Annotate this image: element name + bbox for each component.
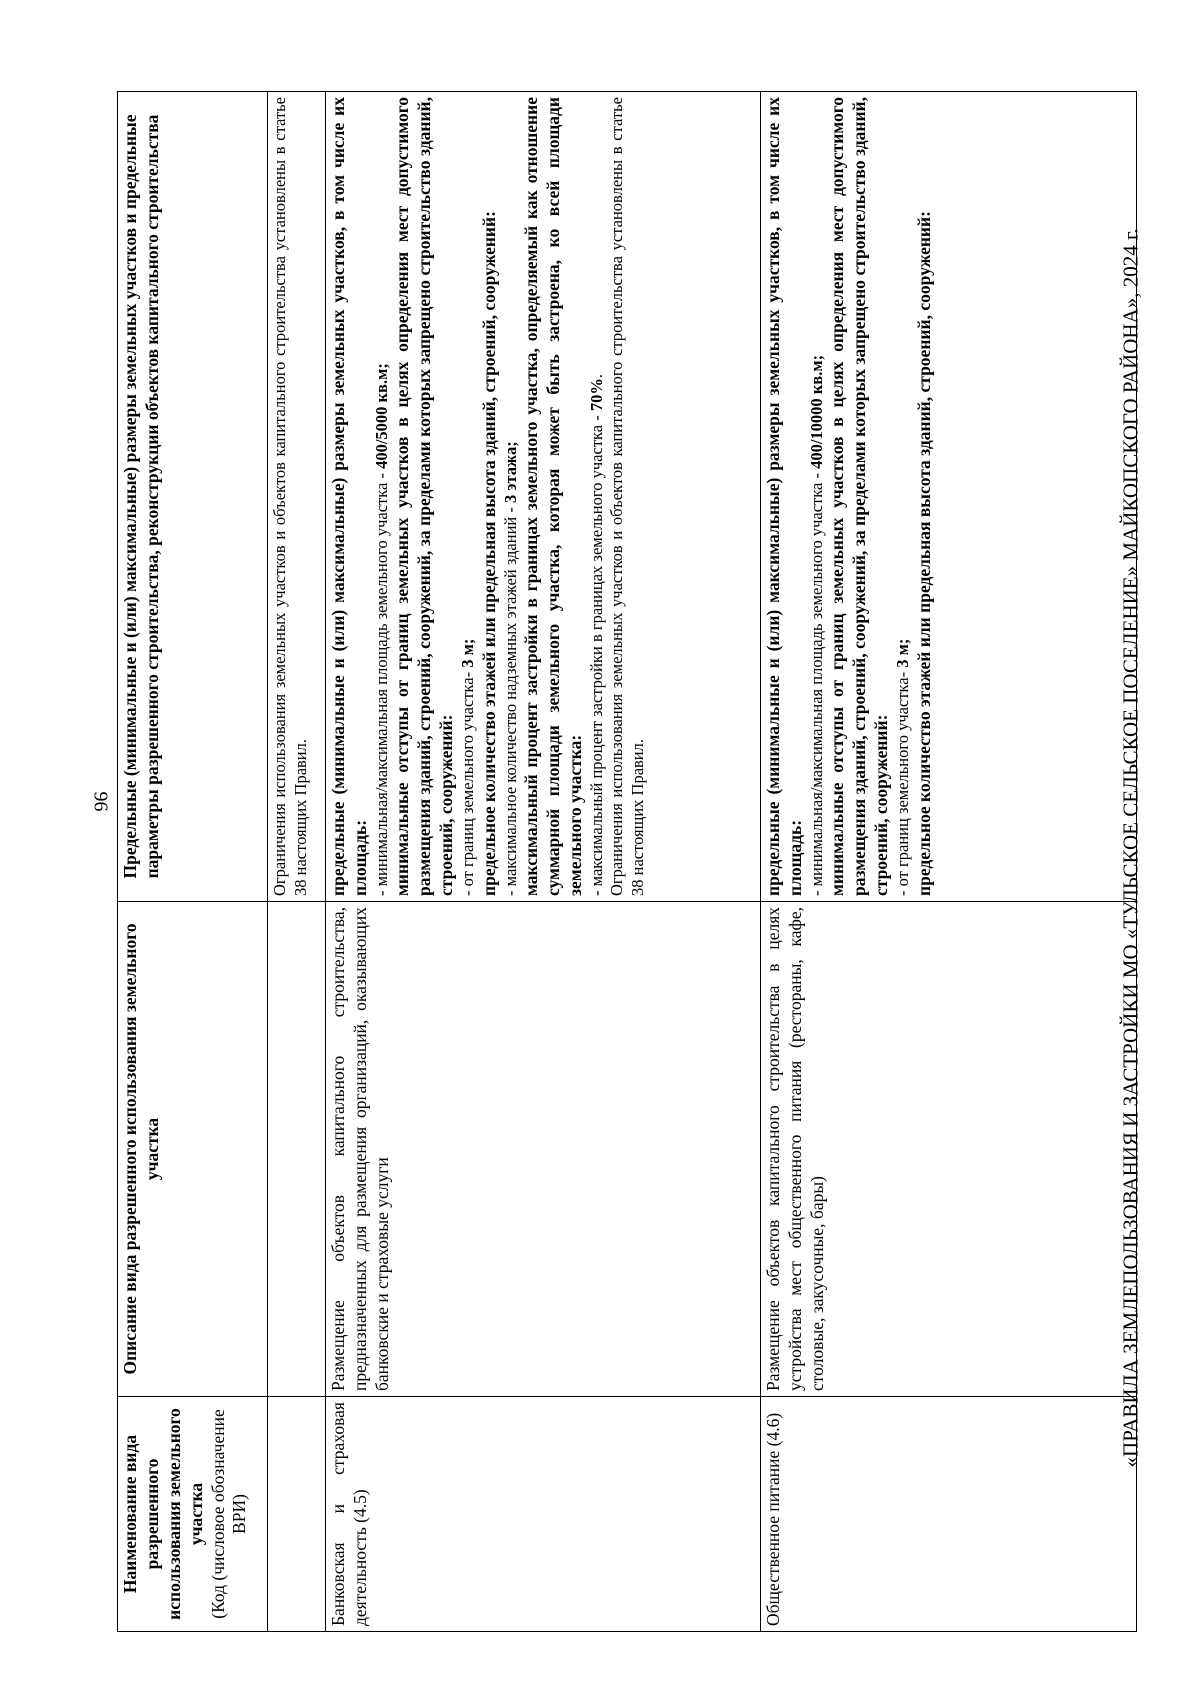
row2-name-cell: Общественное питание (4.6) bbox=[761, 1397, 1137, 1632]
row2-param-sizes: предельные (минимальные и (или) максимальные) размеры земельных участков, в том числе их площадь: bbox=[763, 97, 805, 896]
regulations-table bbox=[117, 91, 1137, 1632]
table-row bbox=[761, 92, 1137, 1632]
row2-param-area: - минимальная/максимальная площадь земельного участка - 400/10000 кв.м; bbox=[806, 354, 826, 896]
row2-param-setback-number: 3 м; bbox=[893, 638, 912, 668]
row1-param-floors-value: - максимальное количество надземных этажей зданий - 3 этажа; bbox=[500, 441, 520, 896]
row1-param-sizes: предельные (минимальные и (или) максимальные) размеры земельных участков, в том числе их площадь: bbox=[328, 97, 370, 896]
row1-param-floors-number: 3 этажа; bbox=[500, 441, 520, 503]
row2-param-floors: предельное количество этажей или предельная высота зданий, строений, сооружений: bbox=[913, 211, 934, 896]
row2-param-setback-value: - от границ земельного участка- 3 м; bbox=[893, 638, 912, 896]
table-row bbox=[268, 92, 326, 1632]
table-header-row bbox=[118, 92, 268, 1632]
row0-restrictions-cell: Ограничения использования земельных участков и объектов капитального строительства установлены в статье 38 настоящих Правил. bbox=[268, 92, 326, 902]
header-name-column bbox=[118, 1397, 268, 1632]
header-parameters-column: Предельные (минимальные и (или) максимальные) размеры земельных участков и предельные параметры разрешенного строительства, реконструкции объектов капитального строительства bbox=[118, 92, 268, 902]
row2-parameters-cell bbox=[761, 92, 1137, 902]
rotated-table-container bbox=[117, 92, 1137, 1632]
row1-parameters-cell bbox=[326, 92, 761, 902]
table-row bbox=[326, 92, 761, 1632]
row0-description-cell bbox=[268, 902, 326, 1397]
header-description-column: Описание вида разрешенного использования земельного участка bbox=[118, 902, 268, 1397]
document-footer: «ПРАВИЛА ЗЕМЛЕПОЛЬЗОВАНИЯ И ЗАСТРОЙКИ МО «ТУЛЬСКОЕ СЕЛЬСКОЕ ПОСЕЛЕНИЕ» МАЙКОПСКОГО РАЙОНА», 2024 г. bbox=[1118, 228, 1143, 1468]
page-number: 96 bbox=[89, 791, 112, 812]
row2-description-cell: Размещение объектов капитального строительства в целях устройства мест общественного питания (рестораны, кафе, столовые, закусочные, бары) bbox=[761, 902, 1137, 1397]
header-code-label: (Код (числовое обозначение ВРИ) bbox=[207, 1409, 250, 1619]
row1-param-coverage-number: 70% bbox=[586, 378, 606, 412]
row2-param-area-value: 400/10000 кв.м; bbox=[806, 354, 826, 469]
row1-param-setback-value: - от границ земельного участка- 3 м; bbox=[458, 638, 477, 896]
header-name-label: Наименование вида разрешенного использования земельного участка bbox=[120, 1408, 206, 1620]
row1-param-area: - минимальная/максимальная площадь земельного участка - 400/5000 кв.м; bbox=[371, 363, 391, 896]
row1-param-floors: предельное количество этажей или предельная высота зданий, строений, сооружений: bbox=[478, 211, 499, 896]
row1-description-cell: Размещение объектов капитального строительства, предназначенных для размещения организаций, оказывающих банковские и страховые услуги bbox=[326, 902, 761, 1397]
row0-name-cell bbox=[268, 1397, 326, 1632]
row2-param-setbacks: минимальные отступы от границ земельных участков в целях определения мест допустимого размещения зданий, строений, сооружений, за пределами которых запрещено строительство зданий, строений, сооружений: bbox=[827, 97, 892, 896]
row1-param-area-value: 400/5000 кв.м; bbox=[371, 363, 391, 469]
row1-param-coverage: максимальный процент застройки в границах земельного участка, определяемый как отношение суммарной площади земельного участка, которая может быть застроена, ко всей площади земельного участка: bbox=[521, 97, 585, 896]
row1-param-setback-number: 3 м; bbox=[458, 638, 477, 668]
row1-param-coverage-value: - максимальный процент застройки в границах земельного участка - 70%. bbox=[586, 374, 606, 896]
row1-param-setbacks: минимальные отступы от границ земельных участков в целях определения мест допустимого размещения зданий, строений, сооружений, за пределами которых запрещено строительство зданий, строений, сооружений: bbox=[392, 97, 457, 896]
row1-name-cell: Банковская и страховая деятельность (4.5) bbox=[326, 1397, 761, 1632]
row1-restrictions-note: Ограничения использования земельных участков и объектов капитального строительства установлены в статье 38 настоящих Правил. bbox=[607, 97, 647, 896]
